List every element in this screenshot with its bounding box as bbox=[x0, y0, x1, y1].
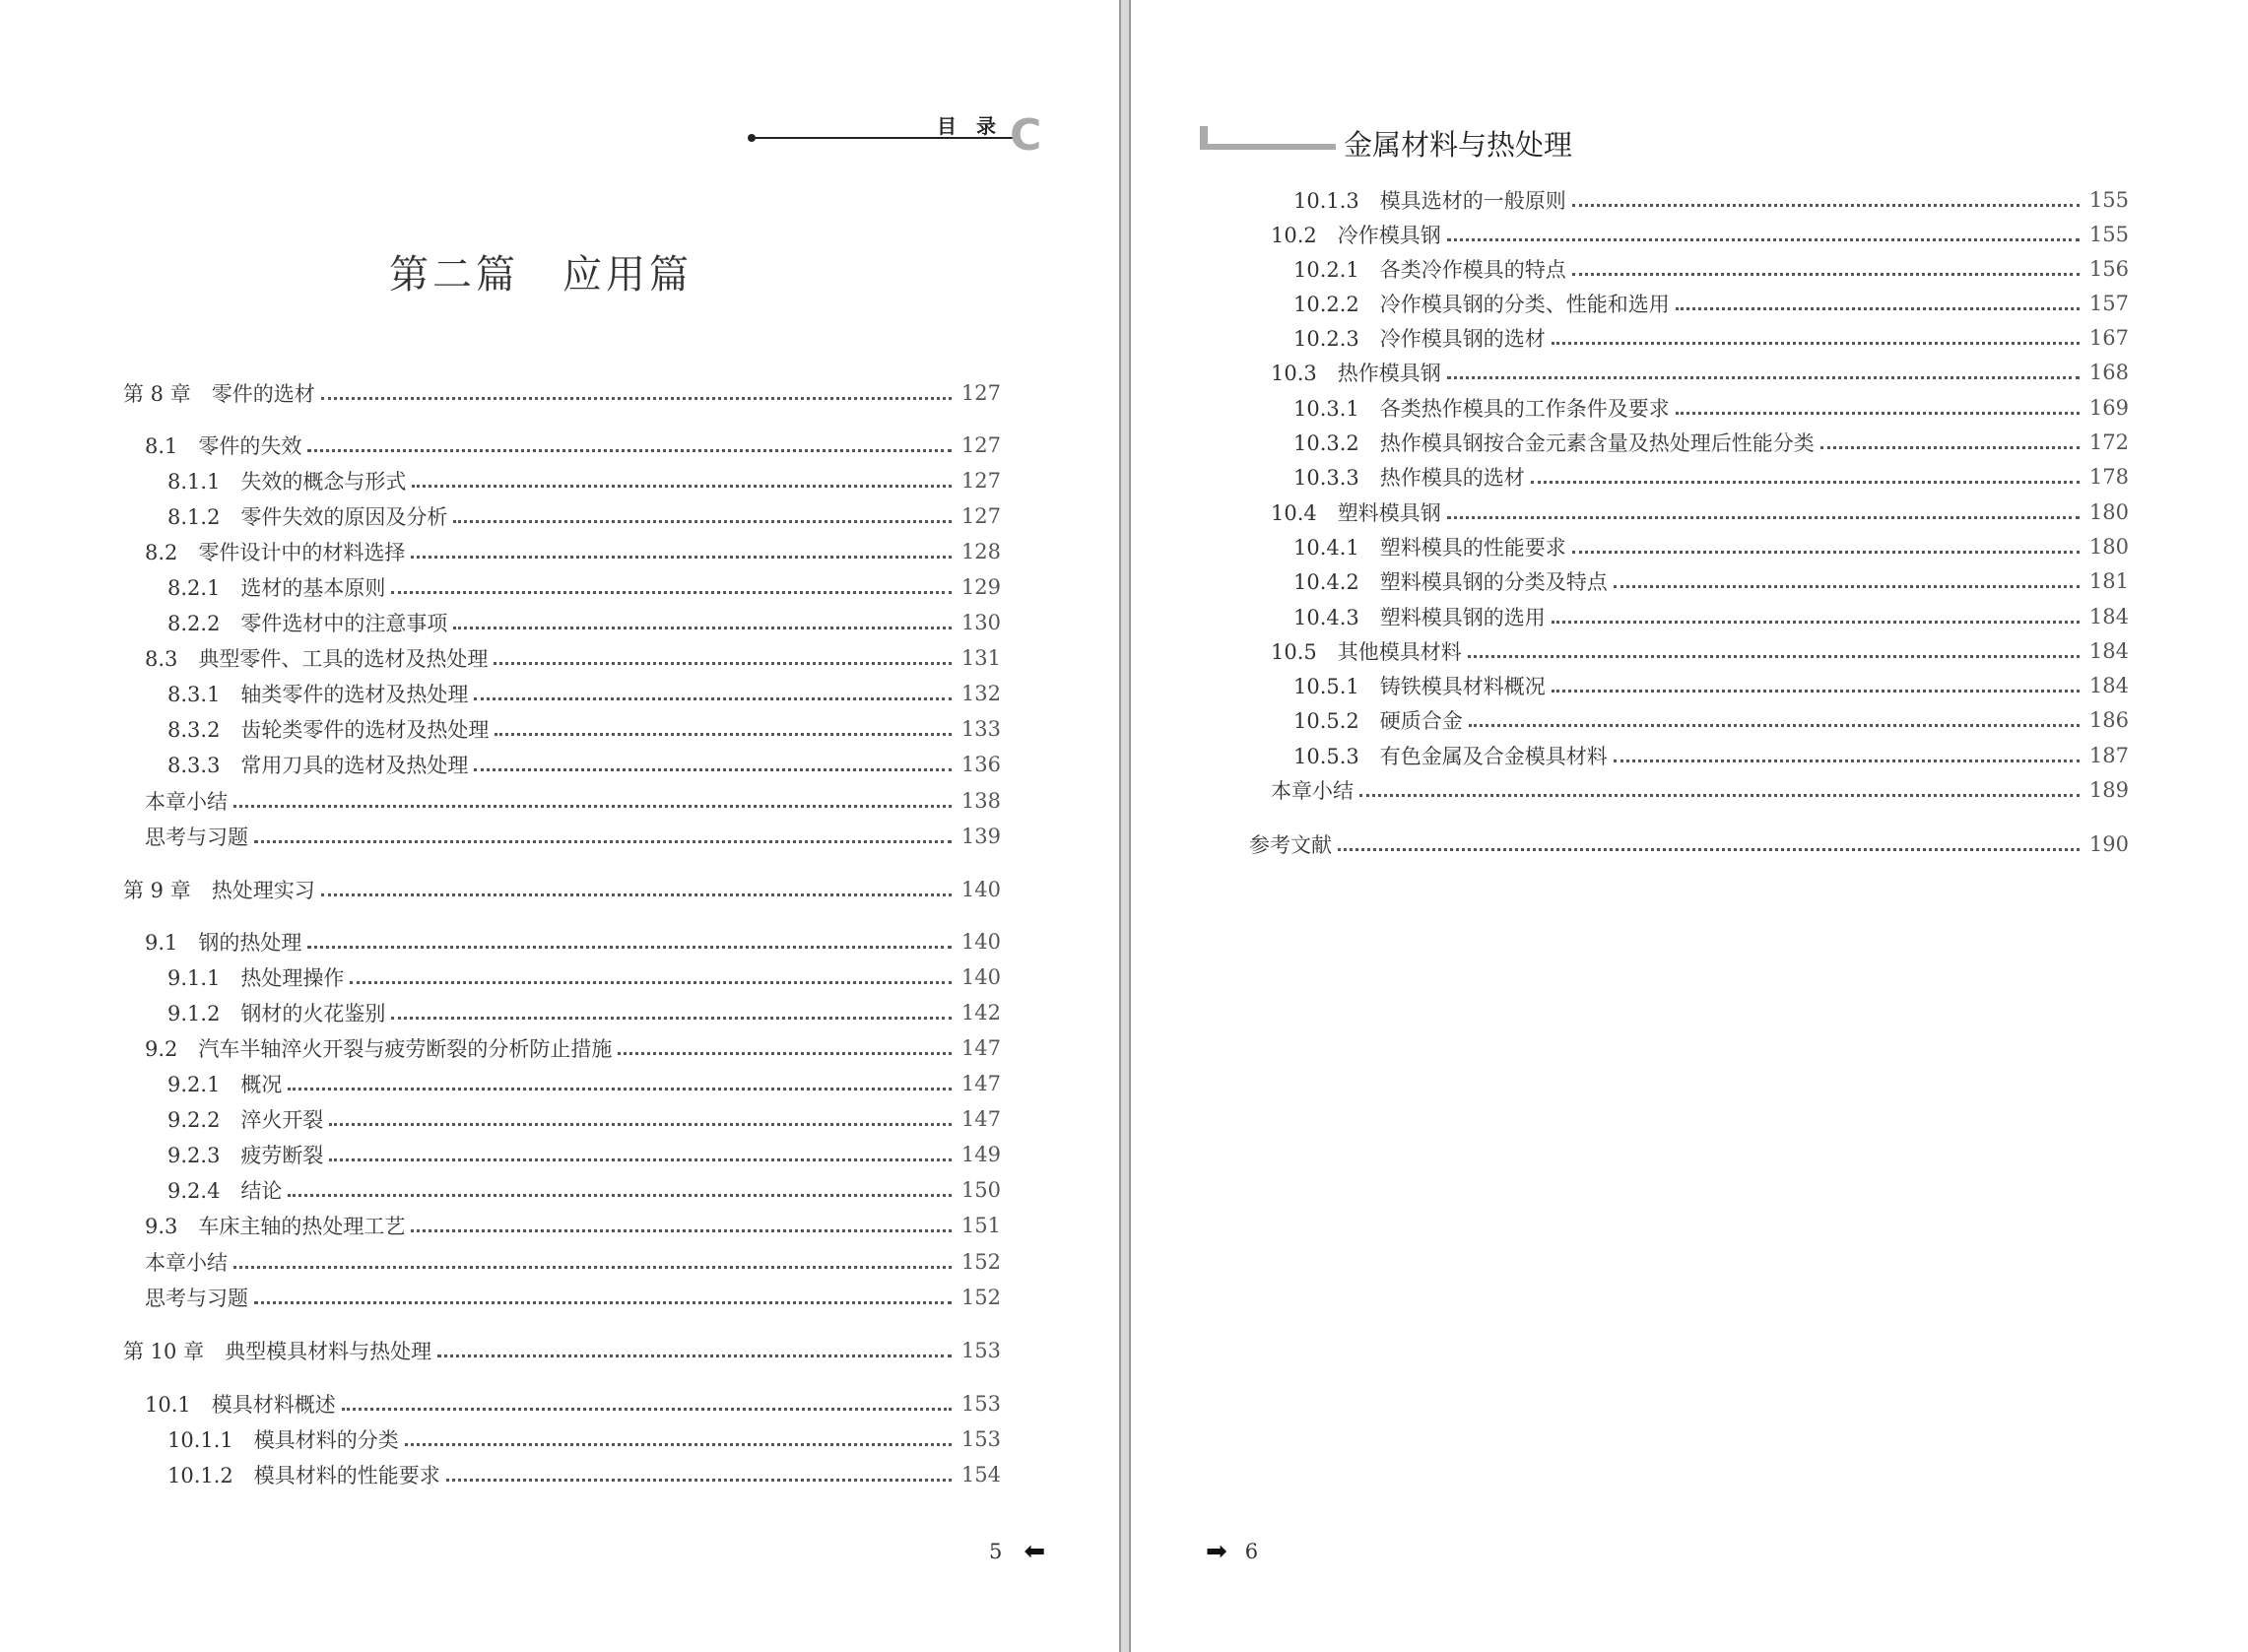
toc-entry-title: 9.2.4 结论 bbox=[167, 1179, 283, 1203]
toc-entry-page: 155 bbox=[2088, 223, 2129, 246]
toc-entry-title: 参考文献 bbox=[1249, 833, 1332, 857]
toc-entry bbox=[1293, 671, 2129, 700]
toc-leader-dots bbox=[411, 1229, 952, 1232]
toc-leader-dots bbox=[1552, 342, 2080, 345]
toc-entry bbox=[167, 1175, 1001, 1205]
toc-entry-title: 9.1.2 钢材的火花鉴别 bbox=[167, 1002, 386, 1025]
toc-entry-page: 147 bbox=[960, 1107, 1001, 1131]
toc-entry bbox=[1293, 289, 2129, 318]
toc-entry-page: 151 bbox=[960, 1214, 1001, 1237]
toc-leader-dots bbox=[437, 1355, 952, 1357]
toc-entry-page: 181 bbox=[2088, 569, 2129, 593]
toc-leader-dots bbox=[405, 1443, 952, 1446]
toc-entry bbox=[167, 572, 1001, 602]
part-title: 第二篇 应用篇 bbox=[389, 252, 693, 297]
toc-entry bbox=[145, 1389, 1001, 1419]
toc-entry-title: 本章小结 bbox=[145, 1251, 228, 1275]
toc-entry-page: 189 bbox=[2088, 778, 2129, 802]
toc-leader-dots bbox=[618, 1052, 952, 1055]
toc-leader-dots bbox=[1572, 551, 2080, 554]
toc-entry-title: 9.1 钢的热处理 bbox=[145, 931, 302, 955]
toc-leader-dots bbox=[254, 1301, 952, 1304]
toc-leader-dots bbox=[453, 627, 952, 629]
page-number: 5 bbox=[989, 1540, 1003, 1563]
toc-entry-title: 10.1.2 模具材料的性能要求 bbox=[167, 1464, 440, 1487]
toc-entry-page: 127 bbox=[960, 433, 1001, 457]
toc-entry-title: 第 9 章 热处理实习 bbox=[123, 879, 315, 902]
toc-entry-title: 第 10 章 典型模具材料与热处理 bbox=[123, 1340, 432, 1363]
toc-entry-page: 153 bbox=[960, 1427, 1001, 1451]
toc-entry-title: 8.2 零件设计中的材料选择 bbox=[145, 541, 406, 564]
toc-entry-page: 184 bbox=[2088, 674, 2129, 697]
toc-leader-dots bbox=[329, 1123, 952, 1126]
toc-entry-page: 187 bbox=[2088, 744, 2129, 767]
toc-entry bbox=[1293, 428, 2129, 457]
toc-entry bbox=[1271, 775, 2129, 805]
toc-entry-page: 127 bbox=[960, 469, 1001, 493]
toc-entry bbox=[1293, 602, 2129, 631]
toc-entry-title: 思考与习题 bbox=[145, 826, 248, 849]
toc-entry-title: 10.1.3 模具选材的一般原则 bbox=[1293, 189, 1566, 213]
toc-entry-page: 154 bbox=[960, 1463, 1001, 1487]
page-footer-left bbox=[989, 1537, 1045, 1566]
toc-entry-title: 8.3.1 轴类零件的选材及热处理 bbox=[167, 683, 469, 706]
toc-entry-title: 10.3.3 热作模具的选材 bbox=[1293, 466, 1525, 490]
toc-entry bbox=[1271, 497, 2129, 527]
toc-entry bbox=[167, 1424, 1001, 1454]
toc-entry-title: 10.2.2 冷作模具钢的分类、性能和选用 bbox=[1293, 293, 1670, 316]
toc-entry-title: 10.1 模具材料概述 bbox=[145, 1393, 336, 1417]
toc-entry bbox=[1293, 323, 2129, 353]
toc-leader-dots bbox=[1469, 724, 2080, 727]
toc-entry bbox=[145, 430, 1001, 460]
toc-entry-page: 153 bbox=[960, 1392, 1001, 1416]
toc-entry-page: 140 bbox=[960, 930, 1001, 954]
toc-entry bbox=[167, 714, 1001, 744]
toc-entry bbox=[1293, 462, 2129, 492]
toc-entry-page: 184 bbox=[2088, 639, 2129, 663]
toc-entry bbox=[145, 1211, 1001, 1240]
toc-entry-title: 10.5.2 硬质合金 bbox=[1293, 709, 1463, 733]
toc-entry-page: 180 bbox=[2088, 500, 2129, 524]
toc-leader-dots bbox=[1447, 238, 2080, 241]
toc-entry bbox=[1293, 393, 2129, 423]
arrow-right-icon: ➡ bbox=[1206, 1537, 1227, 1566]
toc-entry-page: 130 bbox=[960, 611, 1001, 634]
toc-entry bbox=[167, 1460, 1001, 1489]
toc-leader-dots bbox=[307, 449, 952, 452]
toc-entry bbox=[145, 1033, 1001, 1063]
toc-entry-title: 10.4.2 塑料模具钢的分类及特点 bbox=[1293, 570, 1608, 594]
toc-leader-dots bbox=[350, 981, 952, 984]
toc-leader-dots bbox=[329, 1158, 952, 1161]
toc-entry-title: 8.3.2 齿轮类零件的选材及热处理 bbox=[167, 718, 490, 742]
running-header-left bbox=[744, 110, 1049, 160]
toc-entry-title: 9.2.1 概况 bbox=[167, 1073, 283, 1096]
toc-entry-page: 149 bbox=[960, 1143, 1001, 1166]
toc-leader-dots bbox=[1572, 273, 2080, 276]
toc-entry bbox=[123, 875, 1001, 904]
toc-entry-page: 168 bbox=[2088, 361, 2129, 384]
left-page bbox=[0, 0, 1119, 1652]
toc-leader-dots bbox=[474, 697, 952, 700]
toc-entry-page: 172 bbox=[2088, 430, 2129, 454]
toc-leader-dots bbox=[1447, 376, 2080, 379]
toc-entry-title: 10.2.3 冷作模具钢的选材 bbox=[1293, 327, 1546, 351]
toc-entry-page: 152 bbox=[960, 1286, 1001, 1309]
toc-entry-title: 10.1.1 模具材料的分类 bbox=[167, 1428, 399, 1452]
toc-entry-page: 152 bbox=[960, 1250, 1001, 1274]
toc-leader-dots bbox=[254, 840, 952, 843]
toc-entry-page: 184 bbox=[2088, 605, 2129, 628]
toc-entry bbox=[1249, 829, 2129, 859]
toc-entry bbox=[167, 608, 1001, 637]
toc-entry bbox=[145, 1283, 1001, 1312]
toc-entry-title: 10.5.1 铸铁模具材料概况 bbox=[1293, 675, 1546, 698]
toc-entry-page: 136 bbox=[960, 753, 1001, 776]
toc-leader-dots bbox=[453, 520, 952, 523]
toc-entry bbox=[167, 679, 1001, 708]
toc-entry-page: 180 bbox=[2088, 535, 2129, 559]
toc-entry bbox=[1293, 566, 2129, 596]
toc-entry-title: 10.4.3 塑料模具钢的选用 bbox=[1293, 606, 1546, 629]
toc-entry-title: 思考与习题 bbox=[145, 1287, 248, 1310]
toc-entry-page: 186 bbox=[2088, 708, 2129, 732]
toc-entry-title: 8.2.1 选材的基本原则 bbox=[167, 576, 386, 600]
toc-entry-title: 9.2.2 淬火开裂 bbox=[167, 1108, 324, 1132]
toc-leader-dots bbox=[1338, 848, 2080, 851]
page-number: 6 bbox=[1244, 1540, 1259, 1563]
page-footer-right bbox=[1206, 1537, 1258, 1566]
toc-entry-title: 本章小结 bbox=[1271, 779, 1354, 803]
toc-leader-dots bbox=[1359, 794, 2080, 797]
toc-entry bbox=[145, 927, 1001, 957]
toc-entry-page: 139 bbox=[960, 825, 1001, 848]
toc-entry-title: 10.3 热作模具钢 bbox=[1271, 362, 1441, 385]
toc-entry bbox=[1293, 705, 2129, 735]
header-label: 目录 bbox=[937, 114, 1016, 138]
toc-entry-title: 8.1.2 零件失效的原因及分析 bbox=[167, 505, 448, 529]
toc-entry-page: 155 bbox=[2088, 188, 2129, 212]
toc-entry bbox=[167, 1069, 1001, 1098]
toc-entry-page: 131 bbox=[960, 646, 1001, 670]
toc-entry bbox=[167, 1140, 1001, 1169]
toc-leader-dots bbox=[1614, 760, 2080, 762]
toc-entry bbox=[1293, 741, 2129, 770]
toc-entry bbox=[167, 501, 1001, 531]
toc-leader-dots bbox=[446, 1479, 952, 1482]
toc-entry-page: 156 bbox=[2088, 257, 2129, 281]
toc-entry bbox=[145, 1247, 1001, 1277]
toc-entry-title: 10.4 塑料模具钢 bbox=[1271, 501, 1441, 525]
toc-entry bbox=[1293, 185, 2129, 215]
toc-leader-dots bbox=[342, 1408, 952, 1411]
toc-entry bbox=[1293, 254, 2129, 284]
toc-entry-title: 10.3.2 热作模具钢按合金元素含量及热处理后性能分类 bbox=[1293, 431, 1815, 455]
toc-entry bbox=[145, 786, 1001, 816]
toc-entry bbox=[145, 537, 1001, 566]
toc-leader-dots bbox=[1552, 621, 2080, 624]
toc-leader-dots bbox=[494, 662, 952, 665]
toc-leader-dots bbox=[288, 1088, 952, 1090]
toc-entry-title: 8.3 典型零件、工具的选材及热处理 bbox=[145, 647, 489, 671]
toc-entry-page: 133 bbox=[960, 717, 1001, 741]
toc-entry-page: 128 bbox=[960, 540, 1001, 563]
header-tick bbox=[1200, 126, 1208, 150]
toc-entry-page: 129 bbox=[960, 575, 1001, 599]
toc-leader-dots bbox=[1468, 655, 2080, 658]
toc-entry-page: 153 bbox=[960, 1339, 1001, 1362]
toc-leader-dots bbox=[1614, 585, 2080, 588]
toc-entry bbox=[145, 822, 1001, 851]
toc-entry-page: 190 bbox=[2088, 832, 2129, 856]
toc-entry-title: 10.3.1 各类热作模具的工作条件及要求 bbox=[1293, 397, 1670, 421]
publisher-emblem-icon: C bbox=[1010, 110, 1042, 161]
gutter-edge-left bbox=[1119, 0, 1121, 1652]
toc-entry-title: 第 8 章 零件的选材 bbox=[123, 382, 315, 406]
toc-entry-title: 8.1.1 失效的概念与形式 bbox=[167, 470, 407, 494]
toc-entry-page: 127 bbox=[960, 504, 1001, 528]
toc-entry-page: 157 bbox=[2088, 292, 2129, 315]
toc-entry-title: 8.3.3 常用刀具的选材及热处理 bbox=[167, 754, 469, 777]
toc-leader-dots bbox=[233, 805, 952, 808]
toc-entry-title: 9.3 车床主轴的热处理工艺 bbox=[145, 1215, 406, 1238]
toc-leader-dots bbox=[391, 591, 952, 594]
toc-leader-dots bbox=[412, 485, 952, 488]
toc-leader-dots bbox=[321, 893, 952, 896]
toc-entry bbox=[1271, 358, 2129, 387]
toc-entry-page: 167 bbox=[2088, 326, 2129, 350]
toc-entry bbox=[123, 378, 1001, 408]
toc-entry-title: 9.2 汽车半轴淬火开裂与疲劳断裂的分析防止措施 bbox=[145, 1037, 613, 1061]
book-title: 金属材料与热处理 bbox=[1344, 128, 1573, 162]
toc-entry-title: 10.2 冷作模具钢 bbox=[1271, 224, 1441, 247]
toc-entry bbox=[167, 998, 1001, 1027]
toc-entry-page: 147 bbox=[960, 1036, 1001, 1060]
toc-entry-title: 本章小结 bbox=[145, 790, 228, 814]
toc-leader-dots bbox=[474, 768, 952, 771]
toc-entry-title: 10.5 其他模具材料 bbox=[1271, 640, 1462, 664]
toc-entry-page: 140 bbox=[960, 878, 1001, 901]
toc-entry bbox=[167, 750, 1001, 779]
toc-leader-dots bbox=[495, 733, 952, 736]
toc-leader-dots bbox=[1572, 204, 2080, 207]
toc-entry-page: 140 bbox=[960, 965, 1001, 989]
toc-entry-page: 147 bbox=[960, 1072, 1001, 1095]
toc-entry-title: 9.2.3 疲劳断裂 bbox=[167, 1144, 324, 1167]
toc-entry-page: 138 bbox=[960, 789, 1001, 813]
toc-entry bbox=[1293, 532, 2129, 562]
running-header-right bbox=[1200, 123, 1614, 163]
right-page bbox=[1131, 0, 2248, 1652]
header-bar bbox=[1208, 144, 1336, 150]
toc-entry-title: 8.2.2 零件选材中的注意事项 bbox=[167, 612, 448, 635]
toc-leader-dots bbox=[1676, 412, 2080, 415]
toc-entry-page: 142 bbox=[960, 1001, 1001, 1024]
toc-leader-dots bbox=[233, 1266, 952, 1269]
toc-entry bbox=[167, 1104, 1001, 1134]
toc-entry-title: 9.1.1 热处理操作 bbox=[167, 966, 345, 990]
toc-entry-page: 132 bbox=[960, 682, 1001, 705]
toc-entry-title: 10.4.1 塑料模具的性能要求 bbox=[1293, 536, 1566, 560]
toc-leader-dots bbox=[1531, 481, 2080, 484]
toc-entry-title: 8.1 零件的失效 bbox=[145, 434, 302, 458]
toc-entry-page: 127 bbox=[960, 381, 1001, 405]
toc-entry-title: 10.2.1 各类冷作模具的特点 bbox=[1293, 258, 1566, 282]
toc-entry bbox=[145, 643, 1001, 673]
arrow-left-icon: ⬅ bbox=[1024, 1537, 1046, 1566]
toc-entry bbox=[167, 466, 1001, 496]
toc-entry bbox=[1271, 220, 2129, 249]
toc-leader-dots bbox=[391, 1017, 952, 1020]
toc-leader-dots bbox=[321, 397, 952, 400]
toc-entry bbox=[123, 1336, 1001, 1365]
toc-leader-dots bbox=[1447, 516, 2080, 519]
toc-leader-dots bbox=[1820, 446, 2080, 449]
toc-leader-dots bbox=[411, 556, 952, 559]
toc-leader-dots bbox=[1552, 690, 2080, 693]
toc-leader-dots bbox=[307, 946, 952, 949]
toc-entry-page: 169 bbox=[2088, 396, 2129, 420]
toc-entry-page: 150 bbox=[960, 1178, 1001, 1202]
toc-entry bbox=[167, 962, 1001, 992]
toc-entry-title: 10.5.3 有色金属及合金模具材料 bbox=[1293, 745, 1608, 768]
toc-leader-dots bbox=[1676, 307, 2080, 310]
toc-entry bbox=[1271, 636, 2129, 666]
toc-leader-dots bbox=[288, 1194, 952, 1197]
toc-entry-page: 178 bbox=[2088, 465, 2129, 489]
